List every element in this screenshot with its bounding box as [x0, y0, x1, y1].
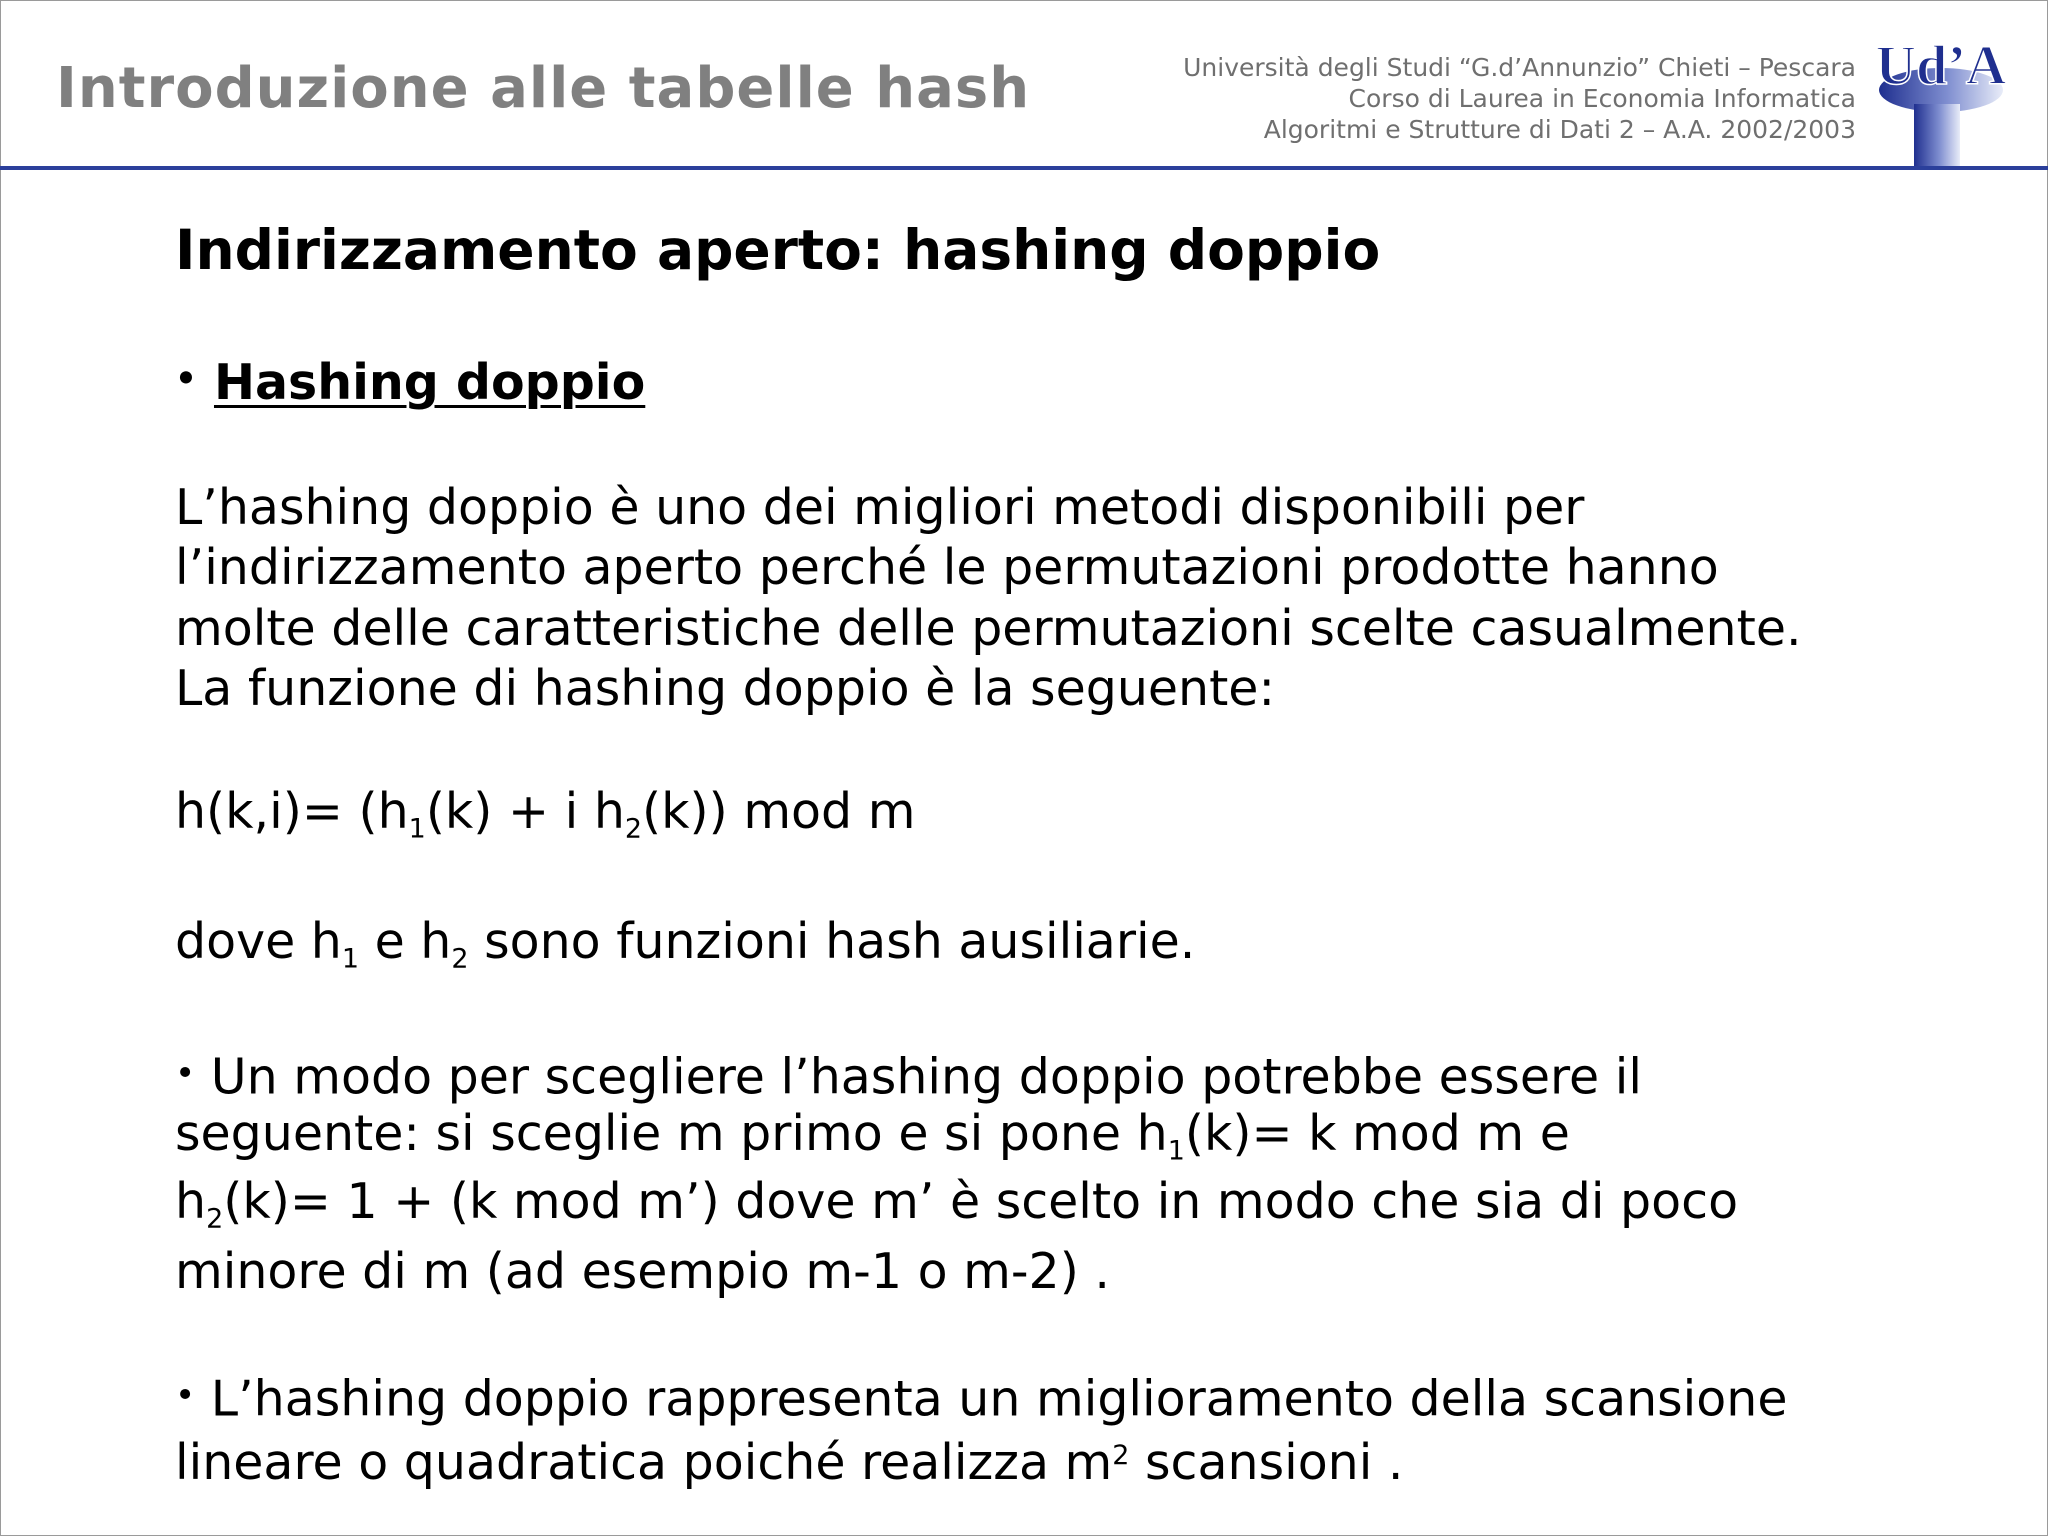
example-text-2a: seguente: si sceglie m primo e si pone h — [175, 1105, 1168, 1162]
bullet-glyph: • — [175, 359, 197, 400]
header-title: Introduzione alle tabelle hash — [56, 56, 1031, 121]
intro-line-1: L’hashing doppio è uno dei migliori metodi disponibili per — [175, 479, 1585, 536]
bullet-glyph: • — [175, 1376, 196, 1416]
improvement-text-1: L’hashing doppio rappresenta un miglioramento della scansione — [195, 1370, 1788, 1428]
formula-sub-1: 1 — [408, 813, 426, 845]
subject-name: Algoritmi e Strutture di Dati 2 – A.A. 2002/2003 — [1263, 115, 1856, 144]
formula-line — [175, 782, 915, 859]
formula-sub-2: 2 — [624, 813, 643, 845]
example-sub-2: 2 — [206, 1203, 224, 1235]
slide-header — [0, 0, 2048, 170]
example-line-4: minore di m (ad esempio m-1 o m-2) . — [175, 1243, 1110, 1300]
example-line-3 — [175, 1172, 1738, 1249]
formula-part-c: (k)) mod m — [642, 783, 916, 840]
university-logo — [1876, 24, 2006, 170]
section-heading — [175, 354, 645, 411]
logo-text: Ud’A — [1876, 35, 2006, 97]
section-heading-text: Hashing doppio — [213, 354, 646, 411]
example-text-3b: (k)= 1 + (k mod m’) dove m’ è scelto in modo che sia di poco — [223, 1173, 1739, 1230]
example-text-1: Un modo per scegliere l’hashing doppio potrebbe essere il — [195, 1048, 1643, 1106]
improvement-text-2a: lineare o quadratica poiché realizza m — [175, 1433, 1113, 1491]
example-text-2b: (k)= k mod m e — [1184, 1105, 1570, 1162]
example-line-2 — [175, 1104, 1570, 1181]
bullet-glyph: • — [175, 1054, 196, 1094]
formula-part-b: (k) + i h — [425, 783, 625, 840]
university-name: Università degli Studi “G.d’Annunzio” Chieti – Pescara — [1183, 53, 1856, 82]
formula-part-a: h(k,i)= (h — [175, 783, 409, 840]
improvement-line-1 — [175, 1366, 1787, 1430]
slide-title: Indirizzamento aperto: hashing doppio — [175, 218, 1381, 282]
where-part-b: e h — [359, 913, 452, 970]
header-divider — [0, 166, 2048, 170]
intro-line-3: molte delle caratteristiche delle permutazioni scelte casualmente. — [175, 600, 1802, 657]
where-sub-1: 1 — [341, 943, 359, 975]
where-part-a: dove h — [175, 913, 342, 970]
where-line — [175, 912, 1195, 989]
header-info — [1183, 52, 1856, 145]
course-name: Corso di Laurea in Economia Informatica — [1348, 84, 1856, 113]
example-line-1 — [175, 1044, 1642, 1108]
example-text-3a: h — [175, 1173, 207, 1230]
intro-line-2: l’indirizzamento aperto perché le permutazioni prodotte hanno — [175, 539, 1719, 596]
example-sub-1: 1 — [1167, 1135, 1185, 1167]
where-sub-2: 2 — [451, 943, 469, 975]
improvement-sup: 2 — [1112, 1440, 1130, 1471]
improvement-line-2 — [175, 1426, 1404, 1493]
improvement-text-2b: scansioni . — [1129, 1433, 1404, 1491]
intro-line-4: La funzione di hashing doppio è la seguente: — [175, 660, 1275, 717]
where-part-c: sono funzioni hash ausiliarie. — [468, 913, 1196, 970]
